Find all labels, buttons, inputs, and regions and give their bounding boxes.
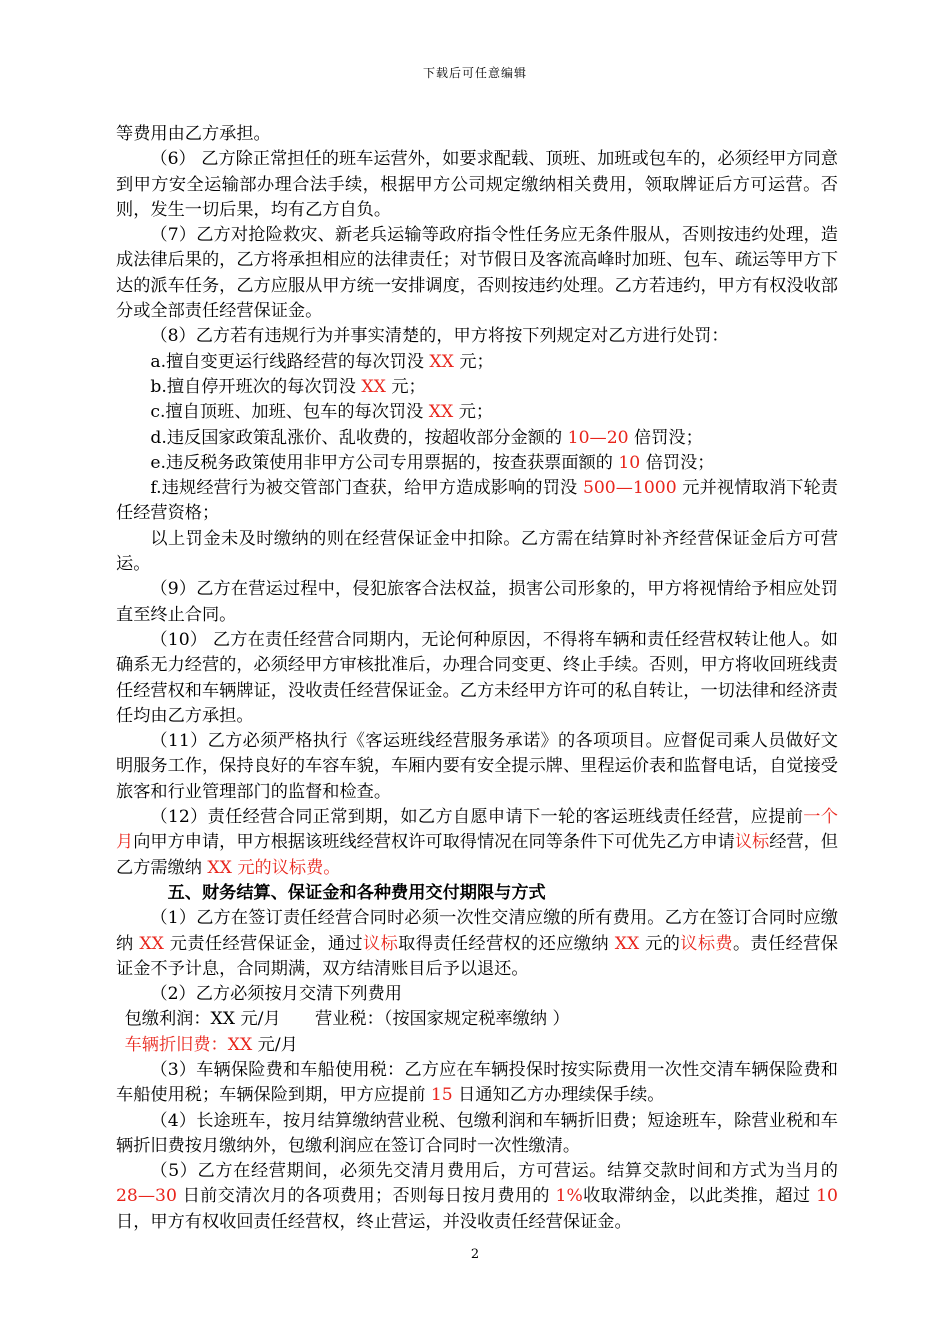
paragraph [116,1033,838,1058]
text-segment: 倍罚没； [640,452,715,473]
text-segment: （7）乙方对抢险救灾、新老兵运输等政府指令性任务应无条件服从，否则按违约处理，造成法律后果的，乙方将承担相应的法律责任；对节假日及客流高峰时加班、包车、疏运等甲方下达的派车任务，乙方应服从甲方统一安排调度，否则按违约处理。乙方若违约，甲方有权没收部分或全部责任经营保证金。 [116,225,838,322]
text-segment: （5）乙方在经营期间，必须先交清月费用后，方可营运。结算交款时间和方式为当月的 [150,1161,838,1182]
paragraph [116,1159,838,1235]
highlighted-text: 10—20 [567,427,629,448]
paragraph [116,805,838,881]
text-segment: （9）乙方在营运过程中，侵犯旅客合法权益，损害公司形象的，甲方将视情给予相应处罚直至终止合同。 [116,579,838,625]
highlighted-text: 500—1000 [582,478,677,499]
text-segment: 。责任经营保证金不予计息，合同期满，双方结清账目后予以退还。 [116,933,838,979]
paragraph [116,400,838,425]
paragraph [116,375,838,400]
page-header: 下载后可任意编辑 [422,66,527,80]
highlighted-text: 车辆折旧费： [124,1034,228,1055]
text-segment: 元； [453,351,494,372]
text-segment: 取得责任经营权的还应缴纳 [398,933,615,954]
text-segment: a.擅自变更运行线路经营的每次罚没 [150,351,430,372]
text-segment: 以上罚金未及时缴纳的则在经营保证金中扣除。乙方需在结算时补齐经营保证金后方可营运。 [116,528,838,575]
text-segment: 元； [385,376,426,397]
page-number: 2 [470,1247,480,1262]
paragraph [116,476,838,527]
text-segment: 日前交清次月的各项费用；否则每日按月费用的 [176,1186,556,1207]
paragraph [116,1058,838,1109]
paragraph [116,147,838,223]
highlighted-text: 10 [816,1186,838,1207]
highlighted-text: XX [428,402,454,423]
text-segment: （2）乙方必须按月交清下列费用 [150,984,402,1005]
paragraph [116,451,838,476]
text-segment: 元并视情取消下轮责任经营资格； [116,478,838,524]
text-segment: 日，甲方有权收回责任经营权，终止营运，并没收责任经营保证金。 [116,1211,632,1232]
text-segment: b.擅自停开班次的每次罚没 [150,376,362,397]
highlighted-text: XX 元的议标费。 [207,857,341,878]
text-segment: d.违反国家政策乱涨价、乱收费的，按超收部分金额的 [150,427,568,448]
paragraph [116,223,838,324]
text-segment: 元责任经营保证金，通过 [163,933,363,954]
paragraph [116,527,838,578]
highlighted-text: 一个月 [116,807,838,853]
text-segment: 倍罚没； [628,427,703,448]
text-segment: 元的 [639,933,681,954]
paragraph [116,1109,838,1160]
text-segment: （6） 乙方除正常担任的班车运营外，如要求配载、顶班、加班或包车的，必须经甲方同意到甲方安全运输部办理合法手续，根据甲方公司规定缴纳相关费用，领取牌证后方可运营。否则，发生一切后果，均有乙方自负。 [116,149,838,220]
text-segment: 五、财务结算、保证金和各种费用交付期限与方式 [167,882,546,903]
text-segment: c.擅自顶班、加班、包车的每次罚没 [150,402,429,423]
text-segment: （8）乙方若有违规行为并事实清楚的，甲方将按下列规定对乙方进行处罚： [150,326,729,347]
highlighted-text: 议标 [363,933,399,954]
paragraph [116,577,838,628]
highlighted-text: 1% [555,1186,583,1207]
paragraph [116,628,838,729]
text-segment: f.违规经营行为被交管部门查获，给甲方造成影响的罚没 [150,478,583,499]
highlighted-text: 议标费 [680,933,733,954]
paragraph [116,426,838,451]
document-body [116,122,838,1235]
highlighted-text: 议标 [734,832,770,853]
text-segment: 元/月 [252,1034,298,1055]
highlighted-text: 28—30 [116,1186,177,1207]
text-segment: 收取滞纳金，以此类推，超过 [582,1186,817,1207]
paragraph [116,122,838,147]
paragraph [116,324,838,349]
text-segment: 等费用由乙方承担。 [116,124,271,144]
text-segment: （10） 乙方在责任经营合同期内，无论何种原因，不得将车辆和责任经营权转让他人。如确系无力经营的，必须经甲方审核批准后，办理合同变更、终止手续。否则，甲方将收回班线责任经营权和车辆牌证，没收责任经营保证金。乙方未经甲方许可的私自转让，一切法律和经济责任均由乙方承担。 [116,629,838,726]
text-segment: e.违反税务政策使用非甲方公司专用票据的，按查获票面额的 [150,452,619,473]
paragraph [116,350,838,375]
text-segment: 元； [453,402,494,423]
paragraph [116,1007,838,1032]
highlighted-text: XX [429,351,454,372]
text-segment: （4）长途班车，按月结算缴纳营业税、包缴利润和车辆折旧费；短途班车，除营业税和车辆折旧费按月缴纳外，包缴利润应在签订合同时一次性缴清。 [116,1110,838,1156]
highlighted-text: 10 [618,452,641,473]
highlighted-text: XX [139,933,164,954]
text-segment: （12）责任经营合同正常到期，如乙方自愿申请下一轮的客运班线责任经营，应提前 [150,807,804,828]
text-segment: 向甲方申请，甲方根据该班线经营权许可取得情况在同等条件下可优先乙方申请 [133,832,735,853]
highlighted-text: 15 [430,1085,453,1106]
text-segment: （11）乙方必须严格执行《客运班线经营服务承诺》的各项项目。应督促司乘人员做好文明服务工作，保持良好的车容车貌，车厢内要有安全提示牌、里程运价表和监督电话，自觉接受旅客和行业管理部门的监督和检查。 [116,731,838,802]
text-segment: （3）车辆保险费和车船使用税：乙方应在车辆投保时按实际费用一次性交清车辆保险费和车船使用税；车辆保险到期，甲方应提前 [116,1059,838,1106]
text-segment: 包缴利润：XX 元/月 营业税：（按国家规定税率缴纳 ） [124,1009,570,1030]
paragraph [116,729,838,805]
highlighted-text: XX [361,376,386,397]
paragraph [116,906,838,982]
text-segment: 日通知乙方办理续保手续。 [452,1085,665,1106]
section-heading [116,881,838,906]
highlighted-text: XX [614,933,640,954]
text-segment: 经营，但乙方需缴纳 [116,832,838,878]
paragraph [116,982,838,1007]
text-segment: （1）乙方在签订责任经营合同时必须一次性交清应缴的所有费用。乙方在签订合同时应缴纳 [116,908,838,954]
highlighted-text: XX [227,1034,253,1055]
